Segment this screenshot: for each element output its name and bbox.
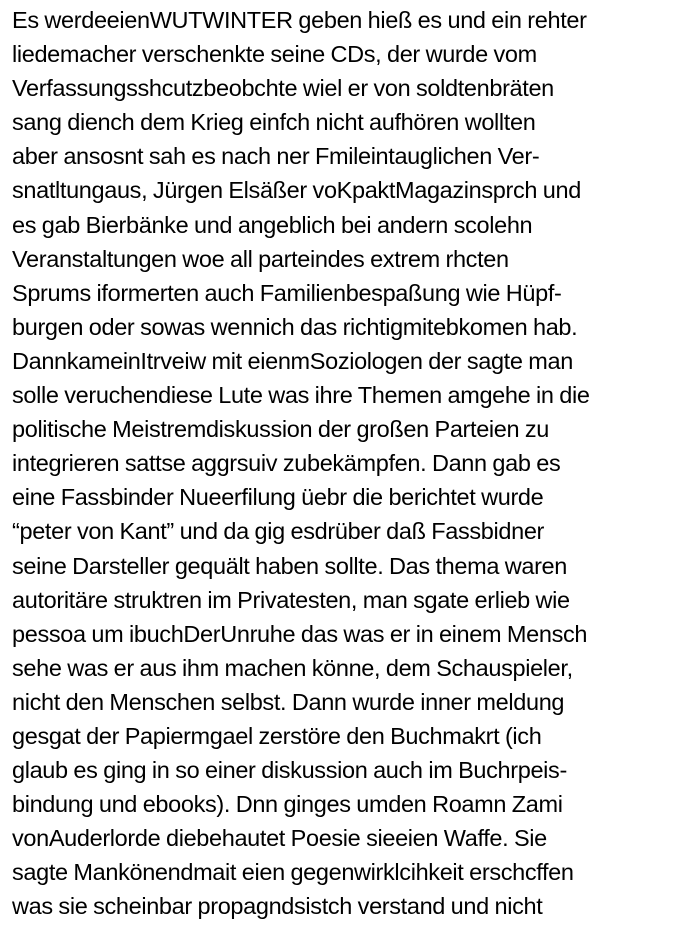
text-line-7: es gab Bierbänke und angeblich bei andern scolehn [12,211,533,238]
text-line-11: DannkameinItrveiw mit eienmSoziologen der sagte man [12,347,573,374]
text-line-10: burgen oder sowas wennich das richtigmitebkomen hab. [12,313,578,340]
text-line-23: glaub es ging in so einer diskussion auch im Buchrpeis- [12,757,567,784]
text-line-15: eine Fassbinder Nueerfilung üebr die berichtet wurde [12,484,544,511]
text-line-27: was sie scheinbar propagndsistch verstand und nicht [12,893,543,920]
text-line-14: integrieren sattse aggrsuiv zubekämpfen. Dann gab es [12,450,561,477]
text-line-24: bindung und ebooks). Dnn ginges umden Roamn Zami [12,791,563,818]
text-line-5: aber ansosnt sah es nach ner Fmileintauglichen Ver- [12,143,540,170]
text-line-26: sagte Mankönendmait eien gegenwirklcihkeit erschcffen [12,859,574,886]
text-line-6: snatltungaus, Jürgen Elsäßer voKpaktMagazinsprch und [12,177,581,204]
text-line-4: sang diench dem Krieg einfch nicht aufhören wollten [12,109,536,136]
text-line-9: Sprums iformerten auch Familienbespaßung wie Hüpf- [12,279,562,306]
text-line-8: Veranstaltungen woe all parteindes extrem rhcten [12,245,509,272]
text-line-19: pessoa um ibuchDerUnruhe das was er in einem Mensch [12,620,588,647]
text-line-3: Verfassungsshcutzbeobchte wiel er von soldtenbräten [12,75,554,102]
text-line-17: seine Darsteller gequält haben sollte. Das thema waren [12,552,567,579]
text-line-12: solle veruchendiese Lute was ihre Themen amgehe in die [12,382,590,409]
text-line-16: “peter von Kant” und da gig esdrüber daß Fassbidner [12,518,545,545]
text-line-1: Es werdeeienWUTWINTER geben hieß es und ein rehter [12,7,587,33]
text-line-18: autoritäre struktren im Privatesten, man sgate erlieb wie [12,586,570,613]
text-line-22: gesgat der Papiermgael zerstöre den Buchmakrt (ich [12,722,542,749]
text-line-2: liedemacher verschenkte seine CDs, der wurde vom [12,41,537,68]
text-line-20: sehe was er aus ihm machen könne, dem Schauspieler, [12,654,573,681]
text-line-21: nicht den Menschen selbst. Dann wurde inner meldung [12,688,565,715]
text-line-13: politische Meistremdiskussion der großen Parteien zu [12,416,550,443]
body-text [12,3,684,924]
text-line-25: vonAuderlorde diebehautet Poesie sieeien Waffe. Sie [12,825,547,852]
